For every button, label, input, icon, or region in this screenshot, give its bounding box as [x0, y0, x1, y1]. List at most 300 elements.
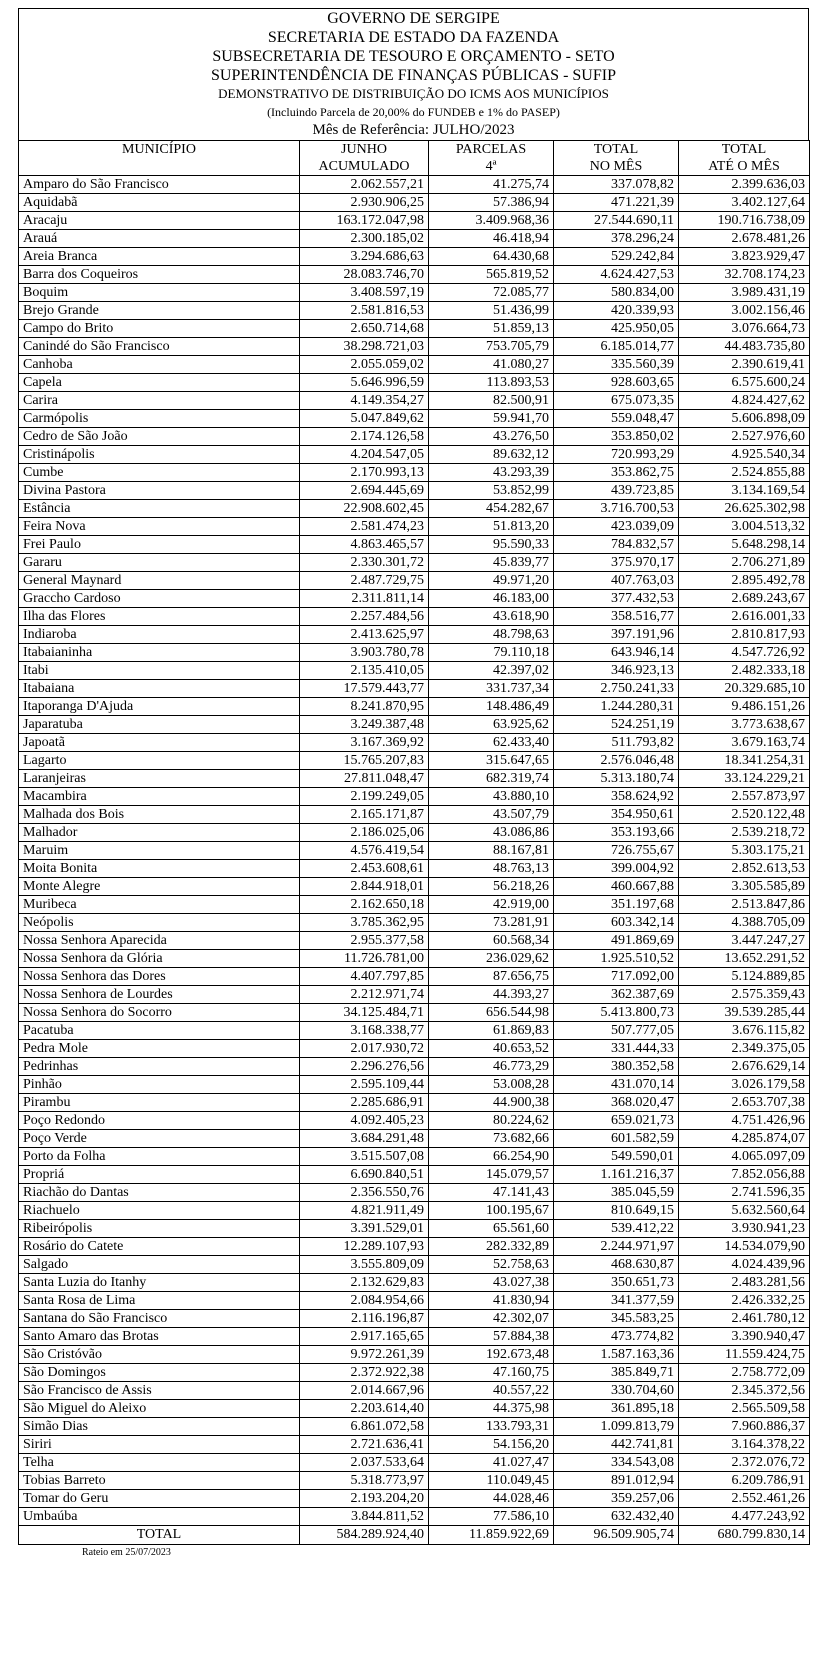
cell-junho-acumulado: 6.690.840,51: [300, 1166, 429, 1184]
cell-municipio: Laranjeiras: [19, 770, 300, 788]
cell-parcela-4: 113.893,53: [429, 374, 554, 392]
cell-municipio: General Maynard: [19, 572, 300, 590]
table-row: [19, 824, 810, 842]
cell-parcela-4: 77.586,10: [429, 1508, 554, 1526]
cell-total-ate-mes: 6.575.600,24: [679, 374, 810, 392]
cell-junho-acumulado: 5.318.773,97: [300, 1472, 429, 1490]
cell-junho-acumulado: 4.407.797,85: [300, 968, 429, 986]
cell-junho-acumulado: 34.125.484,71: [300, 1004, 429, 1022]
cell-junho-acumulado: 5.047.849,62: [300, 410, 429, 428]
cell-junho-acumulado: 2.135.410,05: [300, 662, 429, 680]
cell-junho-acumulado: 6.861.072,58: [300, 1418, 429, 1436]
cell-municipio: Pedra Mole: [19, 1040, 300, 1058]
table-row: [19, 302, 810, 320]
icms-distribution-document: [18, 8, 809, 1558]
table-row: [19, 590, 810, 608]
cell-total-ate-mes: 4.751.426,96: [679, 1112, 810, 1130]
table-body: [19, 176, 810, 1526]
cell-total-mes: 891.012,94: [554, 1472, 679, 1490]
cell-parcela-4: 44.900,38: [429, 1094, 554, 1112]
cell-total-ate-mes: 20.329.685,10: [679, 680, 810, 698]
cell-junho-acumulado: 2.581.816,53: [300, 302, 429, 320]
cell-parcela-4: 145.079,57: [429, 1166, 554, 1184]
cell-total-ate-mes: 5.303.175,21: [679, 842, 810, 860]
cell-parcela-4: 331.737,34: [429, 680, 554, 698]
table-row: [19, 212, 810, 230]
table-row: [19, 860, 810, 878]
table-row: [19, 1436, 810, 1454]
cell-total-ate-mes: 32.708.174,23: [679, 266, 810, 284]
cell-municipio: Malhada dos Bois: [19, 806, 300, 824]
cell-parcela-4: 46.418,94: [429, 230, 554, 248]
cell-parcela-4: 73.682,66: [429, 1130, 554, 1148]
cell-municipio: Nossa Senhora Aparecida: [19, 932, 300, 950]
cell-total-mes: 407.763,03: [554, 572, 679, 590]
cell-total-mes: 351.197,68: [554, 896, 679, 914]
cell-junho-acumulado: 11.726.781,00: [300, 950, 429, 968]
cell-total-ate-mes: 5.648.298,14: [679, 536, 810, 554]
cell-municipio: Amparo do São Francisco: [19, 176, 300, 194]
table-row: [19, 464, 810, 482]
cell-parcela-4: 88.167,81: [429, 842, 554, 860]
cell-junho-acumulado: 2.356.550,76: [300, 1184, 429, 1202]
cell-total-mes: 632.432,40: [554, 1508, 679, 1526]
cell-total-ate-mes: 2.895.492,78: [679, 572, 810, 590]
cell-junho-acumulado: 2.170.993,13: [300, 464, 429, 482]
cell-parcela-4: 42.919,00: [429, 896, 554, 914]
footnote-rateio-date: Rateio em 25/07/2023: [82, 1547, 171, 1558]
cell-parcela-4: 44.393,27: [429, 986, 554, 1004]
cell-municipio: Pinhão: [19, 1076, 300, 1094]
table-row: [19, 806, 810, 824]
cell-total-ate-mes: 2.689.243,67: [679, 590, 810, 608]
total-junho: 584.289.924,40: [300, 1526, 429, 1545]
cell-municipio: Frei Paulo: [19, 536, 300, 554]
cell-total-mes: 385.849,71: [554, 1364, 679, 1382]
cell-total-mes: 330.704,60: [554, 1382, 679, 1400]
cell-municipio: Pacatuba: [19, 1022, 300, 1040]
cell-total-ate-mes: 2.741.596,35: [679, 1184, 810, 1202]
cell-total-ate-mes: 2.565.509,58: [679, 1400, 810, 1418]
cell-total-mes: 2.576.046,48: [554, 752, 679, 770]
cell-total-ate-mes: 3.930.941,23: [679, 1220, 810, 1238]
cell-junho-acumulado: 2.116.196,87: [300, 1310, 429, 1328]
cell-total-ate-mes: 4.925.540,34: [679, 446, 810, 464]
cell-total-ate-mes: 5.632.560,64: [679, 1202, 810, 1220]
cell-total-mes: 331.444,33: [554, 1040, 679, 1058]
cell-total-ate-mes: 2.653.707,38: [679, 1094, 810, 1112]
cell-municipio: Telha: [19, 1454, 300, 1472]
cell-municipio: Ribeirópolis: [19, 1220, 300, 1238]
cell-total-ate-mes: 190.716.738,09: [679, 212, 810, 230]
column-subheader-ate-o-mes: ATÉ O MÊS: [679, 158, 810, 176]
cell-junho-acumulado: 2.037.533,64: [300, 1454, 429, 1472]
cell-junho-acumulado: 2.084.954,66: [300, 1292, 429, 1310]
table-row: [19, 320, 810, 338]
cell-parcela-4: 315.647,65: [429, 752, 554, 770]
cell-total-mes: 928.603,65: [554, 374, 679, 392]
table-row: [19, 1490, 810, 1508]
cell-junho-acumulado: 3.903.780,78: [300, 644, 429, 662]
cell-total-mes: 335.560,39: [554, 356, 679, 374]
cell-parcela-4: 79.110,18: [429, 644, 554, 662]
table-row: [19, 1148, 810, 1166]
cell-municipio: Canhoba: [19, 356, 300, 374]
cell-total-mes: 420.339,93: [554, 302, 679, 320]
cell-municipio: Pedrinhas: [19, 1058, 300, 1076]
cell-junho-acumulado: 2.300.185,02: [300, 230, 429, 248]
table-row: [19, 662, 810, 680]
cell-junho-acumulado: 3.167.369,92: [300, 734, 429, 752]
cell-parcela-4: 60.568,34: [429, 932, 554, 950]
table-row: [19, 536, 810, 554]
table-row: [19, 1400, 810, 1418]
table-row: [19, 1058, 810, 1076]
cell-parcela-4: 282.332,89: [429, 1238, 554, 1256]
cell-parcela-4: 43.276,50: [429, 428, 554, 446]
cell-total-mes: 350.651,73: [554, 1274, 679, 1292]
table-row: [19, 896, 810, 914]
cell-total-ate-mes: 3.402.127,64: [679, 194, 810, 212]
table-row: [19, 1238, 810, 1256]
cell-municipio: Macambira: [19, 788, 300, 806]
cell-total-ate-mes: 26.625.302,98: [679, 500, 810, 518]
cell-total-ate-mes: 3.002.156,46: [679, 302, 810, 320]
cell-parcela-4: 43.880,10: [429, 788, 554, 806]
cell-municipio: Lagarto: [19, 752, 300, 770]
column-subheader-no-mes: NO MÊS: [554, 158, 679, 176]
cell-municipio: Carmópolis: [19, 410, 300, 428]
cell-total-mes: 358.516,77: [554, 608, 679, 626]
cell-total-ate-mes: 2.482.333,18: [679, 662, 810, 680]
cell-total-mes: 397.191,96: [554, 626, 679, 644]
cell-junho-acumulado: 2.257.484,56: [300, 608, 429, 626]
cell-junho-acumulado: 2.413.625,97: [300, 626, 429, 644]
cell-total-mes: 375.970,17: [554, 554, 679, 572]
cell-junho-acumulado: 28.083.746,70: [300, 266, 429, 284]
cell-municipio: Estância: [19, 500, 300, 518]
table-row: [19, 176, 810, 194]
cell-municipio: Boquim: [19, 284, 300, 302]
cell-municipio: Carira: [19, 392, 300, 410]
cell-total-ate-mes: 3.134.169,54: [679, 482, 810, 500]
cell-total-mes: 334.543,08: [554, 1454, 679, 1472]
cell-parcela-4: 87.656,75: [429, 968, 554, 986]
cell-total-mes: 1.161.216,37: [554, 1166, 679, 1184]
cell-junho-acumulado: 5.646.996,59: [300, 374, 429, 392]
cell-municipio: Tobias Barreto: [19, 1472, 300, 1490]
cell-parcela-4: 53.008,28: [429, 1076, 554, 1094]
cell-total-mes: 549.590,01: [554, 1148, 679, 1166]
cell-total-mes: 346.923,13: [554, 662, 679, 680]
table-row: [19, 284, 810, 302]
cell-total-mes: 354.950,61: [554, 806, 679, 824]
cell-total-mes: 337.078,82: [554, 176, 679, 194]
cell-municipio: Santa Rosa de Lima: [19, 1292, 300, 1310]
cell-parcela-4: 43.618,90: [429, 608, 554, 626]
table-row: [19, 356, 810, 374]
cell-parcela-4: 51.813,20: [429, 518, 554, 536]
cell-total-ate-mes: 3.676.115,82: [679, 1022, 810, 1040]
cell-total-ate-mes: 3.679.163,74: [679, 734, 810, 752]
cell-junho-acumulado: 38.298.721,03: [300, 338, 429, 356]
cell-junho-acumulado: 2.014.667,96: [300, 1382, 429, 1400]
cell-total-ate-mes: 3.076.664,73: [679, 320, 810, 338]
cell-parcela-4: 46.773,29: [429, 1058, 554, 1076]
cell-parcela-4: 53.852,99: [429, 482, 554, 500]
cell-total-mes: 380.352,58: [554, 1058, 679, 1076]
column-subheader-municipio: [19, 158, 300, 176]
cell-parcela-4: 65.561,60: [429, 1220, 554, 1238]
cell-junho-acumulado: 2.132.629,83: [300, 1274, 429, 1292]
cell-parcela-4: 54.156,20: [429, 1436, 554, 1454]
table-row: [19, 410, 810, 428]
cell-parcela-4: 51.859,13: [429, 320, 554, 338]
cell-parcela-4: 43.293,39: [429, 464, 554, 482]
cell-total-ate-mes: 4.388.705,09: [679, 914, 810, 932]
cell-total-mes: 507.777,05: [554, 1022, 679, 1040]
cell-junho-acumulado: 3.294.686,63: [300, 248, 429, 266]
cell-municipio: Brejo Grande: [19, 302, 300, 320]
cell-parcela-4: 43.086,86: [429, 824, 554, 842]
cell-total-mes: 473.774,82: [554, 1328, 679, 1346]
total-parcelas: 11.859.922,69: [429, 1526, 554, 1545]
cell-parcela-4: 82.500,91: [429, 392, 554, 410]
cell-total-mes: 529.242,84: [554, 248, 679, 266]
cell-municipio: São Cristóvão: [19, 1346, 300, 1364]
cell-municipio: Maruim: [19, 842, 300, 860]
header-reference-month: Mês de Referência: JULHO/2023: [312, 122, 515, 138]
cell-total-mes: 580.834,00: [554, 284, 679, 302]
table-row: [19, 518, 810, 536]
cell-municipio: Muribeca: [19, 896, 300, 914]
cell-municipio: Neópolis: [19, 914, 300, 932]
total-mes: 96.509.905,74: [554, 1526, 679, 1545]
cell-municipio: Arauá: [19, 230, 300, 248]
cell-total-ate-mes: 2.345.372,56: [679, 1382, 810, 1400]
cell-junho-acumulado: 3.408.597,19: [300, 284, 429, 302]
cell-total-mes: 5.313.180,74: [554, 770, 679, 788]
cell-junho-acumulado: 3.249.387,48: [300, 716, 429, 734]
cell-total-ate-mes: 2.552.461,26: [679, 1490, 810, 1508]
cell-total-mes: 358.624,92: [554, 788, 679, 806]
cell-total-mes: 1.925.510,52: [554, 950, 679, 968]
cell-municipio: Nossa Senhora do Socorro: [19, 1004, 300, 1022]
cell-parcela-4: 51.436,99: [429, 302, 554, 320]
cell-junho-acumulado: 3.168.338,77: [300, 1022, 429, 1040]
cell-parcela-4: 45.839,77: [429, 554, 554, 572]
table-row: [19, 1472, 810, 1490]
cell-parcela-4: 80.224,62: [429, 1112, 554, 1130]
cell-parcela-4: 57.386,94: [429, 194, 554, 212]
header-subsecretariat: SUBSECRETARIA DE TESOURO E ORÇAMENTO - SETO: [212, 48, 615, 65]
table-row: [19, 770, 810, 788]
cell-junho-acumulado: 12.289.107,93: [300, 1238, 429, 1256]
table-row: [19, 950, 810, 968]
cell-junho-acumulado: 2.062.557,21: [300, 176, 429, 194]
table-row: [19, 644, 810, 662]
cell-total-mes: 2.750.241,33: [554, 680, 679, 698]
column-subheader-parcela-4: 4ª: [429, 158, 554, 176]
column-header-parcelas: PARCELAS: [429, 141, 554, 159]
cell-junho-acumulado: 3.844.811,52: [300, 1508, 429, 1526]
cell-municipio: Graccho Cardoso: [19, 590, 300, 608]
cell-total-mes: 491.869,69: [554, 932, 679, 950]
cell-municipio: Poço Verde: [19, 1130, 300, 1148]
total-ate: 680.799.830,14: [679, 1526, 810, 1545]
cell-municipio: Nossa Senhora de Lourdes: [19, 986, 300, 1004]
cell-municipio: Porto da Folha: [19, 1148, 300, 1166]
table-row: [19, 446, 810, 464]
cell-junho-acumulado: 2.372.922,38: [300, 1364, 429, 1382]
header-government: GOVERNO DE SERGIPE: [327, 10, 500, 27]
table-row: [19, 878, 810, 896]
cell-junho-acumulado: 3.785.362,95: [300, 914, 429, 932]
cell-parcela-4: 47.141,43: [429, 1184, 554, 1202]
cell-junho-acumulado: 2.017.930,72: [300, 1040, 429, 1058]
table-row: [19, 1022, 810, 1040]
cell-total-ate-mes: 11.559.424,75: [679, 1346, 810, 1364]
cell-total-ate-mes: 3.823.929,47: [679, 248, 810, 266]
table-row: [19, 1382, 810, 1400]
document-header: [18, 8, 809, 140]
table-row: [19, 932, 810, 950]
cell-junho-acumulado: 4.821.911,49: [300, 1202, 429, 1220]
cell-total-mes: 362.387,69: [554, 986, 679, 1004]
cell-municipio: São Miguel do Aleixo: [19, 1400, 300, 1418]
column-header-municipio: MUNICÍPIO: [19, 141, 300, 159]
cell-total-ate-mes: 3.773.638,67: [679, 716, 810, 734]
cell-total-ate-mes: 13.652.291,52: [679, 950, 810, 968]
cell-junho-acumulado: 2.212.971,74: [300, 986, 429, 1004]
cell-total-mes: 361.895,18: [554, 1400, 679, 1418]
cell-parcela-4: 64.430,68: [429, 248, 554, 266]
table-row: [19, 626, 810, 644]
cell-total-ate-mes: 4.824.427,62: [679, 392, 810, 410]
cell-total-ate-mes: 4.024.439,96: [679, 1256, 810, 1274]
cell-total-ate-mes: 3.164.378,22: [679, 1436, 810, 1454]
cell-total-ate-mes: 2.706.271,89: [679, 554, 810, 572]
cell-junho-acumulado: 8.241.870,95: [300, 698, 429, 716]
table-row: [19, 1328, 810, 1346]
cell-municipio: São Domingos: [19, 1364, 300, 1382]
cell-total-mes: 345.583,25: [554, 1310, 679, 1328]
cell-total-mes: 439.723,85: [554, 482, 679, 500]
cell-total-mes: 539.412,22: [554, 1220, 679, 1238]
cell-municipio: Santo Amaro das Brotas: [19, 1328, 300, 1346]
table-row: [19, 1004, 810, 1022]
table-row: [19, 1418, 810, 1436]
cell-total-ate-mes: 2.513.847,86: [679, 896, 810, 914]
cell-municipio: Simão Dias: [19, 1418, 300, 1436]
cell-junho-acumulado: 2.487.729,75: [300, 572, 429, 590]
cell-total-ate-mes: 3.004.513,32: [679, 518, 810, 536]
cell-junho-acumulado: 2.930.906,25: [300, 194, 429, 212]
cell-total-ate-mes: 2.575.359,43: [679, 986, 810, 1004]
cell-junho-acumulado: 3.684.291,48: [300, 1130, 429, 1148]
table-row: [19, 1508, 810, 1526]
table-row: [19, 572, 810, 590]
cell-municipio: Umbaúba: [19, 1508, 300, 1526]
cell-junho-acumulado: 2.186.025,06: [300, 824, 429, 842]
table-row: [19, 554, 810, 572]
cell-parcela-4: 47.160,75: [429, 1364, 554, 1382]
cell-parcela-4: 3.409.968,36: [429, 212, 554, 230]
table-row: [19, 194, 810, 212]
table-row: [19, 392, 810, 410]
cell-total-ate-mes: 14.534.079,90: [679, 1238, 810, 1256]
cell-total-ate-mes: 9.486.151,26: [679, 698, 810, 716]
distribution-table: [18, 140, 810, 1545]
cell-junho-acumulado: 4.092.405,23: [300, 1112, 429, 1130]
cell-municipio: Propriá: [19, 1166, 300, 1184]
cell-total-mes: 353.862,75: [554, 464, 679, 482]
cell-junho-acumulado: 2.330.301,72: [300, 554, 429, 572]
table-row: [19, 1220, 810, 1238]
table-row: [19, 482, 810, 500]
cell-total-ate-mes: 2.483.281,56: [679, 1274, 810, 1292]
cell-municipio: Riachuelo: [19, 1202, 300, 1220]
table-row: [19, 1202, 810, 1220]
cell-total-ate-mes: 3.026.179,58: [679, 1076, 810, 1094]
cell-total-mes: 1.587.163,36: [554, 1346, 679, 1364]
cell-junho-acumulado: 2.650.714,68: [300, 320, 429, 338]
cell-total-ate-mes: 4.547.726,92: [679, 644, 810, 662]
cell-parcela-4: 41.027,47: [429, 1454, 554, 1472]
cell-junho-acumulado: 3.555.809,09: [300, 1256, 429, 1274]
cell-total-ate-mes: 4.477.243,92: [679, 1508, 810, 1526]
table-row: [19, 338, 810, 356]
cell-parcela-4: 41.275,74: [429, 176, 554, 194]
cell-junho-acumulado: 2.174.126,58: [300, 428, 429, 446]
header-report-title: DEMONSTRATIVO DE DISTRIBUIÇÃO DO ICMS AOS MUNICÍPIOS: [218, 86, 609, 101]
cell-total-ate-mes: 5.124.889,85: [679, 968, 810, 986]
cell-junho-acumulado: 4.204.547,05: [300, 446, 429, 464]
cell-municipio: Barra dos Coqueiros: [19, 266, 300, 284]
cell-municipio: Pirambu: [19, 1094, 300, 1112]
cell-junho-acumulado: 15.765.207,83: [300, 752, 429, 770]
cell-parcela-4: 236.029,62: [429, 950, 554, 968]
cell-total-mes: 385.045,59: [554, 1184, 679, 1202]
cell-municipio: Aracaju: [19, 212, 300, 230]
table-row: [19, 500, 810, 518]
cell-parcela-4: 89.632,12: [429, 446, 554, 464]
table-row: [19, 248, 810, 266]
cell-total-ate-mes: 2.852.613,53: [679, 860, 810, 878]
cell-municipio: Indiaroba: [19, 626, 300, 644]
cell-parcela-4: 43.507,79: [429, 806, 554, 824]
cell-municipio: Itabi: [19, 662, 300, 680]
cell-total-ate-mes: 5.606.898,09: [679, 410, 810, 428]
cell-parcela-4: 72.085,77: [429, 284, 554, 302]
cell-total-ate-mes: 44.483.735,80: [679, 338, 810, 356]
cell-municipio: Poço Redondo: [19, 1112, 300, 1130]
cell-total-mes: 675.073,35: [554, 392, 679, 410]
cell-junho-acumulado: 9.972.261,39: [300, 1346, 429, 1364]
cell-municipio: Itabaiana: [19, 680, 300, 698]
table-row: [19, 680, 810, 698]
cell-municipio: Monte Alegre: [19, 878, 300, 896]
cell-total-ate-mes: 2.399.636,03: [679, 176, 810, 194]
cell-junho-acumulado: 2.162.650,18: [300, 896, 429, 914]
cell-total-mes: 2.244.971,97: [554, 1238, 679, 1256]
table-row: [19, 266, 810, 284]
table-row: [19, 1346, 810, 1364]
cell-total-mes: 5.413.800,73: [554, 1004, 679, 1022]
header-report-note: (Incluindo Parcela de 20,00% do FUNDEB e 1% do PASEP): [267, 105, 560, 119]
cell-parcela-4: 42.302,07: [429, 1310, 554, 1328]
table-row: [19, 1256, 810, 1274]
